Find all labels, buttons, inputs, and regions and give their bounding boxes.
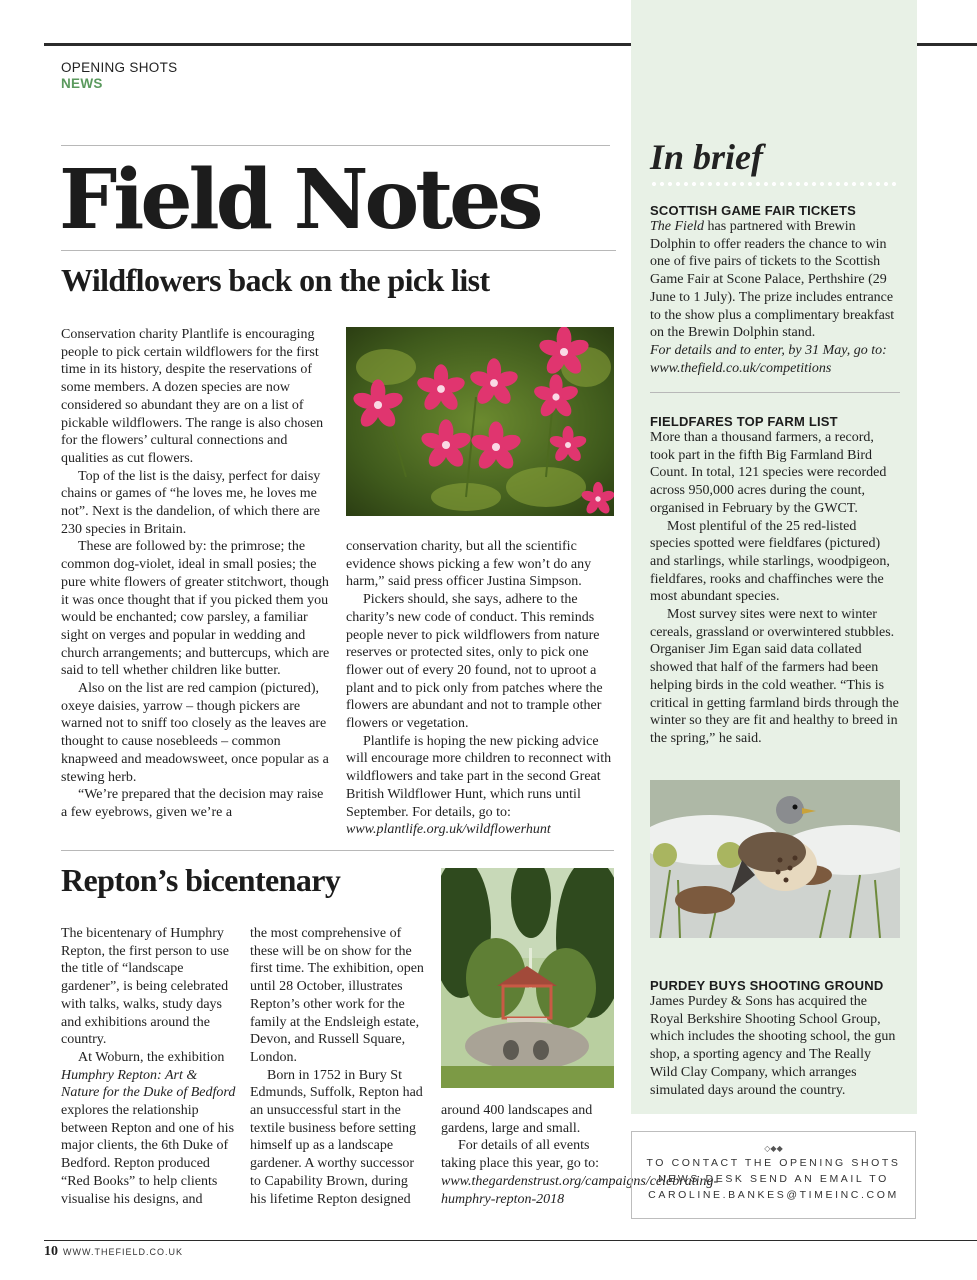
gardens-trust-link[interactable]: www.thegardenstrust.org/campaigns/celebrating-humphry-repton-2018: [441, 1173, 719, 1207]
brief-paragraph: Most plentiful of the 25 red-listed species spotted were fieldfares (pictured) and starlings, while starlings, woodpigeon, fieldfares, rooks and chaffinches were the most abundant species.: [650, 518, 890, 605]
article2-paragraph: The bicentenary of Humphry Repton, the first person to use the title of “landscape gardener”, is being celebrated with talks, walks, study days and exhibitions around the country.: [61, 926, 229, 1048]
footer-rule: [44, 1240, 977, 1241]
article2-headline: Repton’s bicentenary: [61, 862, 341, 898]
contact-text: [632, 1155, 915, 1203]
masthead-bottom-rule: [61, 250, 616, 251]
footer-website[interactable]: WWW.THEFIELD.CO.UK: [63, 1247, 183, 1257]
brief-body: [650, 429, 900, 748]
article2-paragraph: the most comprehensive of these will be on show for the first time. The exhibition, open until 28 October, illustrates Repton’s other work for the family at the Endsleigh estate, Devon, and Russell Square, London.: [250, 926, 424, 1065]
section-subtitle: NEWS: [61, 76, 103, 91]
brief-paragraph: Most survey sites were next to winter cereals, grassland or overwintered stubbles. Organiser Jim Egan said data collated showed that half of the farmers had been helping birds in the cold weather. “This is critical in getting farmland birds through the winter so they are fit and healthy to breed in the spring,” he said.: [650, 607, 899, 746]
article1-paragraph: Plantlife is hoping the new picking advice will encourage more children to reconnect with wildflowers and take part in the second Great British Wildflower Hunt, which runs until September. For details, go to:: [346, 733, 612, 820]
brief-heading: PURDEY BUYS SHOOTING GROUND: [650, 978, 884, 993]
article2-paragraph: Born in 1752 in Bury St Edmunds, Suffolk, Repton had an unsuccessful start in the textile business before setting himself up as a landscape gardener. A worthy successor to Capability Brown, during his lifetime Repton designed: [250, 1067, 423, 1207]
brief-paragraph: More than a thousand farmers, a record, took part in the fifth Big Farmland Bird Count. In total, 121 species were recorded across 950,000 acres during the count, organised in February by the GWCT.: [650, 430, 887, 516]
article1-paragraph: Conservation charity Plantlife is encouraging people to pick certain wildflowers for the first time in its history, despite the reservations of some members. A dozen species are now considered so abundant they are on a list of pickable wildflowers. The range is also chosen for the flowers’ cultural connections and qualities as cut flowers.: [61, 327, 324, 466]
brief-item-game-fair: [650, 203, 900, 377]
article1-paragraph: conservation charity, but all the scientific evidence shows picking a few won’t do any harm,” said press officer Justina Simpson.: [346, 539, 592, 590]
contact-line: TO CONTACT THE OPENING SHOTS: [646, 1157, 901, 1169]
article2-column-3: [441, 1102, 719, 1208]
fieldfare-photo: [650, 780, 900, 938]
brief-paragraph: James Purdey & Sons has acquired the Royal Berkshire Shooting School Group, which includes the shooting school, the gun shop, a sporting agency and The Really Wild Clay Company, which arranges simulated days around the country.: [650, 994, 896, 1098]
contact-box: [631, 1131, 916, 1219]
diamond-ornament-icon: ◇◆◆: [764, 1144, 783, 1153]
exhibition-description: explores the relationship between Repton and one of his major clients, the 6th Duke of Bedford. Repton produced “Red Books” to help clients visualise his designs, and: [61, 1103, 235, 1207]
section-title: OPENING SHOTS: [61, 60, 178, 75]
contact-email[interactable]: CAROLINE.BANKES@TIMEINC.COM: [648, 1189, 899, 1201]
brief-body: [650, 218, 900, 377]
plantlife-link[interactable]: www.plantlife.org.uk/wildflowerhunt: [346, 822, 551, 838]
brief-text: has partnered with Brewin Dolphin to offer readers the chance to win one of five pairs of tickets to the Scottish Game Fair at Scone Palace, Perthshire (29 June to 1 July). The prize includes entrance to the show plus a complimentary breakfast on the Brewin Dolphin stand.: [650, 219, 895, 341]
page-number: 10: [44, 1244, 58, 1259]
dotted-divider: [650, 181, 900, 187]
masthead-top-rule: [61, 145, 610, 146]
brief-item-fieldfares: [650, 414, 900, 748]
publication-name: The Field: [650, 219, 705, 234]
article2-paragraph: around 400 landscapes and gardens, large and small.: [441, 1103, 593, 1136]
brief-body: [650, 993, 900, 1099]
article2-column-1: [61, 925, 239, 1208]
exhibition-title: Humphry Repton: Art & Nature for the Duke of Bedford: [61, 1067, 236, 1101]
red-campion-photo: [346, 327, 614, 516]
brief-item-purdey: [650, 978, 900, 1099]
brief-heading: FIELDFARES TOP FARM LIST: [650, 414, 838, 429]
article1-column-1: [61, 326, 331, 822]
brief-divider: [650, 392, 900, 393]
masthead: Field Notes: [59, 152, 540, 248]
in-brief-title: In brief: [650, 137, 764, 177]
article2-paragraph: For details of all events taking place this year, go to:: [441, 1138, 600, 1172]
competition-link[interactable]: For details and to enter, by 31 May, go to: www.thefield.co.uk/competitions: [650, 342, 887, 376]
repton-garden-photo: [441, 868, 614, 1088]
article1-paragraph: Top of the list is the daisy, perfect for daisy chains or games of “he loves me, he loves me not”. Next is the dandelion, of which there are 230 species in Britain.: [61, 468, 321, 537]
exhibition-lead: At Woburn, the exhibition: [78, 1049, 225, 1065]
brief-heading: SCOTTISH GAME FAIR TICKETS: [650, 203, 856, 218]
article1-paragraph: Also on the list are red campion (pictured), oxeye daisies, yarrow – though pickers are warned not to sniff too closely as the leaves are thought to cause nosebleeds – common knapweed and meadowsweet, once popular as a stewing herb.: [61, 681, 329, 785]
article2-paragraph: [61, 1049, 239, 1208]
article1-paragraph: Pickers should, she says, adhere to the charity’s new code of conduct. This reminds people never to pick wildflowers from nature reserves or protected sites, only to pick one flower out of every 20 found, not to uproot a plant and to pick only from patches where the flowers are abundant and not to trample other flowers or vegetation.: [346, 592, 603, 732]
contact-line: NEWS DESK SEND AN EMAIL TO: [658, 1173, 889, 1185]
article-divider: [61, 850, 614, 851]
article1-column-2: [346, 538, 614, 839]
article1-paragraph: “We’re prepared that the decision may raise a few eyebrows, given we’re a: [61, 787, 324, 820]
article2-column-2: [250, 925, 426, 1208]
section-label: [61, 60, 177, 92]
article1-paragraph: These are followed by: the primrose; the common dog-violet, ideal in small posies; the pure white flowers of greater stitchwort, though it was once thought that if you picked them you would be enchanted; cow parsley, a familiar sight on verges and popular in wedding and church arrangements; and buttercups, which are said to tell whether children like butter.: [61, 539, 330, 679]
article1-headline: Wildflowers back on the pick list: [61, 262, 490, 298]
